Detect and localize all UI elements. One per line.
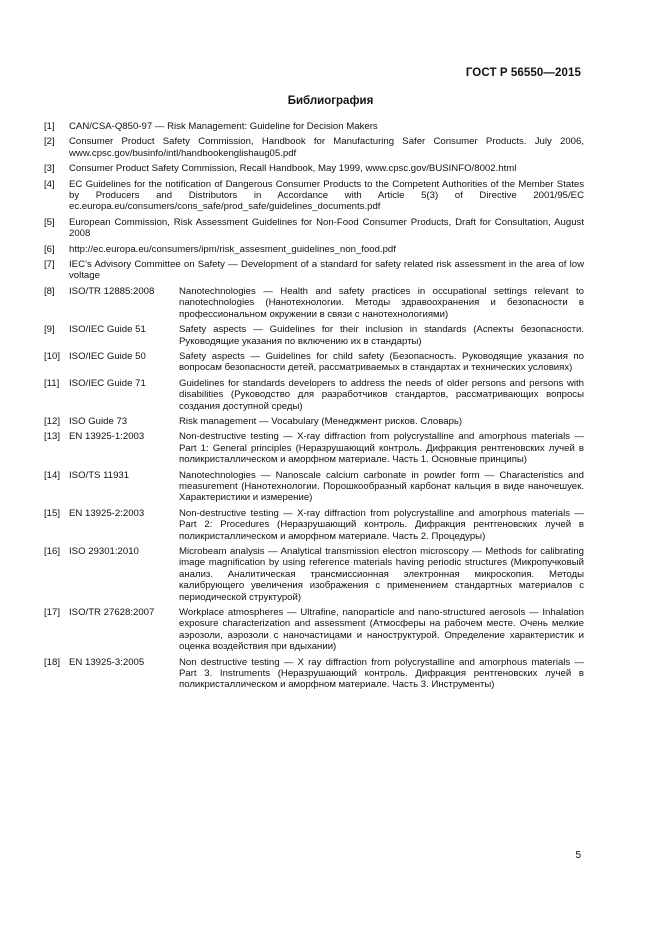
entry-text: CAN/CSA-Q850-97 — Risk Management: Guideline for Decision Makers: [69, 121, 378, 132]
bibliography-entry: [44, 286, 584, 320]
entry-number: [15]: [44, 507, 61, 519]
entry-text: Consumer Product Safety Commission, Recall Handbook, May 1999, www.cpsc.gov/BUSINFO/8002.html: [69, 163, 517, 175]
bibliography-entry: [44, 546, 584, 603]
entry-reference: ISO/TR 27628:2007: [69, 607, 155, 619]
entry-reference: EN 13925-3:2005: [69, 656, 145, 668]
bibliography-entry: [44, 470, 584, 504]
entry-text: Non destructive testing — X ray diffraction from polycrystalline and amorphous materials — Part 3. Instruments (Неразрушающий контроль. Дифракция рентгеновских лучей в поликристаллическом и аморфном материале. Часть 3. Инструменты): [179, 656, 584, 691]
entry-text: Nanotechnologies — Nanoscale calcium carbonate in powder form — Characteristics and measurement (Нанотехнологии. Порошкообразный карбонат кальция в виде наночешуек. Характеристики и измерение): [179, 469, 584, 504]
bibliography-entry: [44, 657, 584, 691]
entry-text: IEC’s Advisory Committee on Safety — Development of a standard for safety related risk assessment in the area of low voltage: [69, 259, 584, 282]
bibliography-entry: [44, 217, 584, 240]
entry-text: Risk management — Vocabulary (Менеджмент рисков. Словарь): [179, 415, 463, 427]
entry-text: Guidelines for standards developers to address the needs of older persons and persons with disabilities (Руководство для разработчиков стандартов, рассматривающих вопросы создания доступной среды): [179, 377, 584, 412]
entry-number: [6]: [44, 243, 55, 255]
entry-number: [8]: [44, 285, 55, 297]
bibliography-simple-entries: [44, 121, 584, 282]
bibliography-entry: [44, 244, 584, 255]
entry-text: Nanotechnologies — Health and safety practices in occupational settings relevant to nanotechnologies (Нанотехнологии. Методы здравоохранения и безопасности в профессиональном окружении в связи с нанотехнологиями): [179, 285, 584, 320]
entry-text: Safety aspects — Guidelines for child safety (Безопасность. Руководящие указания по вопросам безопасности детей, рассматриваемых в стандартах и технических условиях): [179, 350, 584, 374]
entry-number: [4]: [44, 178, 55, 190]
entry-number: [12]: [44, 415, 61, 427]
entry-number: [17]: [44, 607, 61, 619]
entry-text: Consumer Product Safety Commission, Handbook for Manufacturing Safer Consumer Products. July 2006, www.cpsc.gov/businfo/intl/handbookenglishaug05.pdf: [69, 136, 584, 159]
entry-number: [18]: [44, 656, 61, 668]
entry-number: [2]: [44, 136, 55, 148]
bibliography-entry: [44, 508, 584, 542]
entry-reference: ISO/IEC Guide 51: [69, 324, 146, 336]
bibliography-standard-entries: [44, 286, 584, 691]
entry-reference: ISO/TS 11931: [69, 469, 130, 481]
entry-number: [11]: [44, 377, 60, 389]
entry-text: http://ec.europa.eu/consumers/ipm/risk_assesment_guidelines_non_food.pdf: [69, 243, 396, 255]
entry-number: [9]: [44, 324, 55, 336]
bibliography-entry: [44, 121, 584, 132]
entry-reference: ISO/IEC Guide 71: [69, 377, 146, 389]
page-title: Библиография: [287, 95, 374, 107]
entry-number: [13]: [44, 431, 61, 443]
entry-number: [14]: [44, 469, 61, 481]
entry-number: [1]: [44, 121, 55, 132]
bibliography-entry: [44, 607, 584, 653]
entry-text: European Commission, Risk Assessment Guidelines for Non-Food Consumer Products, Draft for Consultation, August 2008: [69, 216, 584, 240]
entry-number: [10]: [44, 350, 61, 362]
entry-number: [3]: [44, 163, 55, 175]
bibliography-list: [44, 121, 584, 695]
entry-reference: EN 13925-2:2003: [69, 507, 145, 519]
entry-text: EC Guidelines for the notification of Dangerous Consumer Products to the Competent Authorities of the Member States by Producers and Distributors in Accordance with Article 5(3) of Directive 2001/95/EC ec.europa.eu/consumers/cons_safe/prod_safe/guidelines_documents.pdf: [69, 178, 584, 213]
entry-text: Workplace atmospheres — Ultrafine, nanoparticle and nano-structured aerosols — Inhalation exposure characterization and assessment (Атмосферы на рабочем месте. Очень мелкие аэрозоли, аэрозоли с наночастицами и наноструктурой. Определение характеристик и оценка воздействия при вдыхании): [179, 607, 584, 653]
bibliography-entry: [44, 259, 584, 282]
entry-number: [7]: [44, 259, 55, 271]
entry-number: [5]: [44, 216, 55, 228]
bibliography-entry: [44, 351, 584, 374]
entry-reference: EN 13925-1:2003: [69, 431, 145, 443]
entry-text: Safety aspects — Guidelines for their inclusion in standards (Аспекты безопасности. Руководящие указания по включению их в стандарты): [179, 324, 584, 347]
entry-reference: ISO/IEC Guide 50: [69, 350, 146, 362]
entry-number: [16]: [44, 546, 61, 557]
bibliography-entry: [44, 416, 584, 427]
entry-reference: ISO 29301:2010: [69, 546, 139, 557]
entry-text: Non-destructive testing — X-ray diffraction from polycrystalline and amorphous materials — Part 2: Procedures (Неразрушающий контроль. Дифракция рентгеновских лучей в поликристаллическом и аморфном материале. Часть 2. Процедуры): [179, 507, 584, 542]
page-number: 5: [575, 850, 581, 861]
entry-text: Microbeam analysis — Analytical transmission electron microscopy — Methods for calibrating image magnification by using reference materials having periodic structures (Микропучковый анализ. Аналитическая трансмиссионная электронная микроскопия. Методы калибрующего увеличения изображения с применением стандартных материалов с периодической структурой): [179, 546, 584, 603]
entry-reference: ISO/TR 12885:2008: [69, 285, 155, 297]
bibliography-entry: [44, 324, 584, 347]
bibliography-entry: [44, 378, 584, 412]
entry-text: Non-destructive testing — X-ray diffraction from polycrystalline and amorphous materials — Part 1: General principles (Неразрушающий контроль. Дифракция рентгеновских лучей в поликристаллическом и аморфном материале. Часть 1. Основные принципы): [179, 431, 584, 466]
bibliography-entry: [44, 431, 584, 465]
entry-reference: ISO Guide 73: [69, 415, 128, 427]
document-code: ГОСТ Р 56550—2015: [465, 67, 581, 79]
bibliography-entry: [44, 179, 584, 213]
bibliography-entry: [44, 136, 584, 159]
bibliography-entry: [44, 163, 584, 174]
